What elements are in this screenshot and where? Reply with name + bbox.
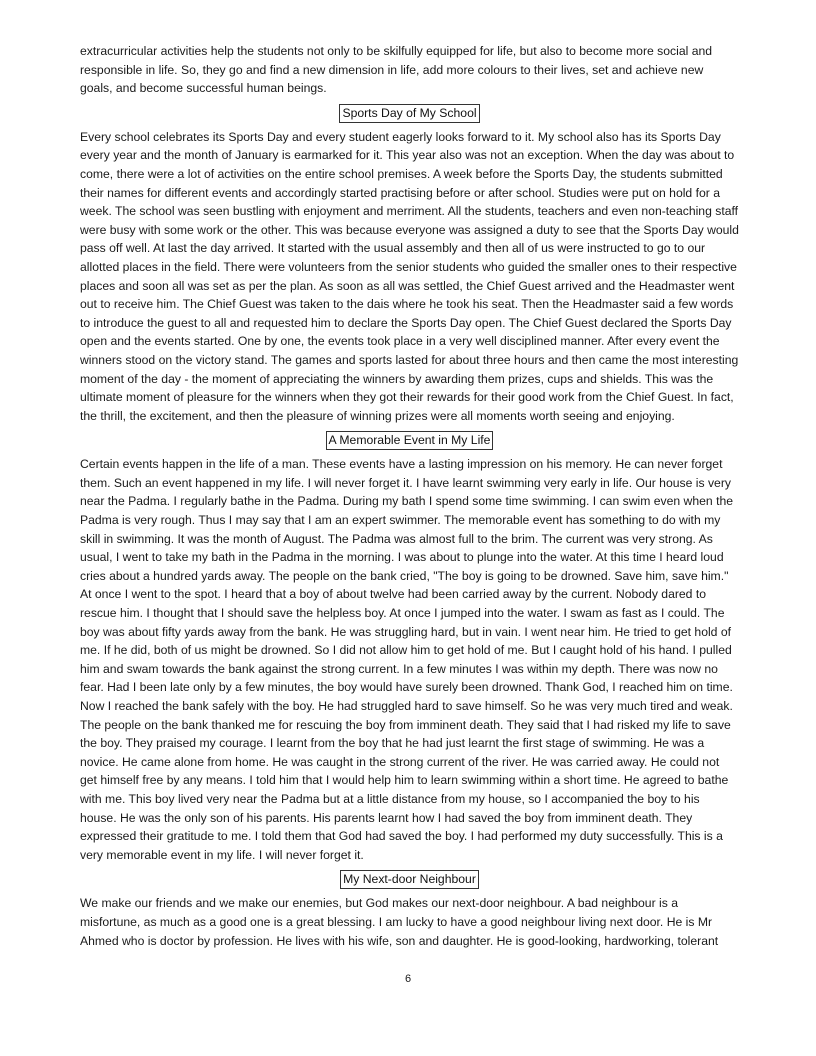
heading-sports-day-title: Sports Day of My School [339,104,479,123]
intro-paragraph: extracurricular activities help the students not only to be skilfully equipped for life, but also to become more social and responsible in life. So, they go and find a new dimension in life, add more colours to their lives, set and achieve new goals, and become successful human beings. [80,44,713,96]
paragraph-neighbour: We make our friends and we make our enemies, but God makes our next-door neighbour. A bad neighbour is a misfortune, as much as a good one is a great blessing. I am lucky to have a good neighbour living next door. He is Mr Ahmed who is doctor by profession. He lives with his wife, son and daughter. He is good-looking, hardworking, tolerant [80,896,719,948]
section-heading-memorable-event [80,431,739,450]
page-number: 6 [404,973,412,985]
paragraph-sports-day: Every school celebrates its Sports Day and every student eagerly looks forward to it. My school also has its Sports Day every year and the month of January is earmarked for it. This year also was not an exception. When the day was about to come, there were a lot of activities on the entire school premises. A week before the Sports Day, the students submitted their names for different events and accordingly started practising before or after school. Studies were put on hold for a week. The school was seen bustling with enjoyment and merriment. All the students, teachers and even non-teaching staff were busy with some work or the other. This was because everyone was assigned a duty to see that the Sports Day would pass off well. At last the day arrived. It started with the usual assembly and then all of us were instructed to go to our allotted places in the field. There were volunteers from the senior students who guided the smaller ones to their respective places and soon all was set as per the plan. As soon as all was settled, the Chief Guest arrived and the Headmaster went out to receive him. The Chief Guest was taken to the dais where he took his seat. Then the Headmaster said a few words to introduce the guest to all and requested him to declare the Sports Day open. The Chief Guest declared the Sports Day open and the events started. One by one, the events took place in a very well disciplined manner. After every event the winners stood on the victory stand. The games and sports lasted for about three hours and then came the most interesting moment of the day - the moment of appreciating the winners by awarding them prizes, cups and shields. This was the ultimate moment of pleasure for the winners when they got their rewards for their good work from the Chief Guest. In fact, the thrill, the excitement, and then the pleasure of winning prizes were all moments worth seeing and enjoying. [80,129,739,423]
section-heading-sports-day [80,104,739,123]
section-heading-neighbour [80,870,739,889]
heading-neighbour-title: My Next-door Neighbour [340,870,479,889]
paragraph-memorable-event: Certain events happen in the life of a man. These events have a lasting impression on his memory. He can never forget them. Such an event happened in my life. I will never forget it. I have learnt swimming very early in life. Our house is very near the Padma. I regularly bathe in the Padma. During my bath I spend some time swimming. I can swim even when the Padma is very rough. Thus I may say that I am an expert swimmer. The memorable event has something to do with my skill in swimming. It was the month of August. The Padma was almost full to the brim. The current was very strong. As usual, I went to take my bath in the Padma in the morning. I was about to plunge into the water. At this time I heard loud cries about a hundred yards away. The people on the bank cried, "The boy is going to be drowned. Save him, save him." At once I went to the spot. I heard that a boy of about twelve had been carried away by the current. Nobody dared to rescue him. I thought that I should save the helpless boy. At once I jumped into the water. I swam as fast as I could. The boy was about fifty yards away from the bank. He was struggling hard, but in vain. I went near him. He tried to get hold of me. If he did, both of us might be drowned. So I did not allow him to get hold of me. But I caught hold of his hand. I pulled him and swam towards the bank against the strong current. In a few minutes I was within my depth. There was now no fear. Had I been late only by a few minutes, the boy would have surely been drowned. Thank God, I reached him on time. Now I reached the bank safely with the boy. He had struggled hard to save himself. So he was very much tired and weak. The people on the bank thanked me for rescuing the boy from imminent death. They said that I had risked my life to save the boy. They praised my courage. I learnt from the boy that he had just learnt the first stage of swimming. He was a novice. He came alone from home. He was caught in the strong current of the river. He was carried away. He could not get himself free by any means. I told him that I would help him to learn swimming within a short time. He agreed to bathe with me. This boy lived very near the Padma but at a little distance from my house, so I accompanied the boy to his house. He was the only son of his parents. His parents learnt how I had saved the boy from imminent death. They expressed their gratitude to me. I told them that God had saved the boy. I had performed my duty successfully. This is a very memorable event in my life. I will never forget it. [80,457,734,862]
document-page [80,42,739,950]
heading-memorable-event-title: A Memorable Event in My Life [326,431,494,450]
